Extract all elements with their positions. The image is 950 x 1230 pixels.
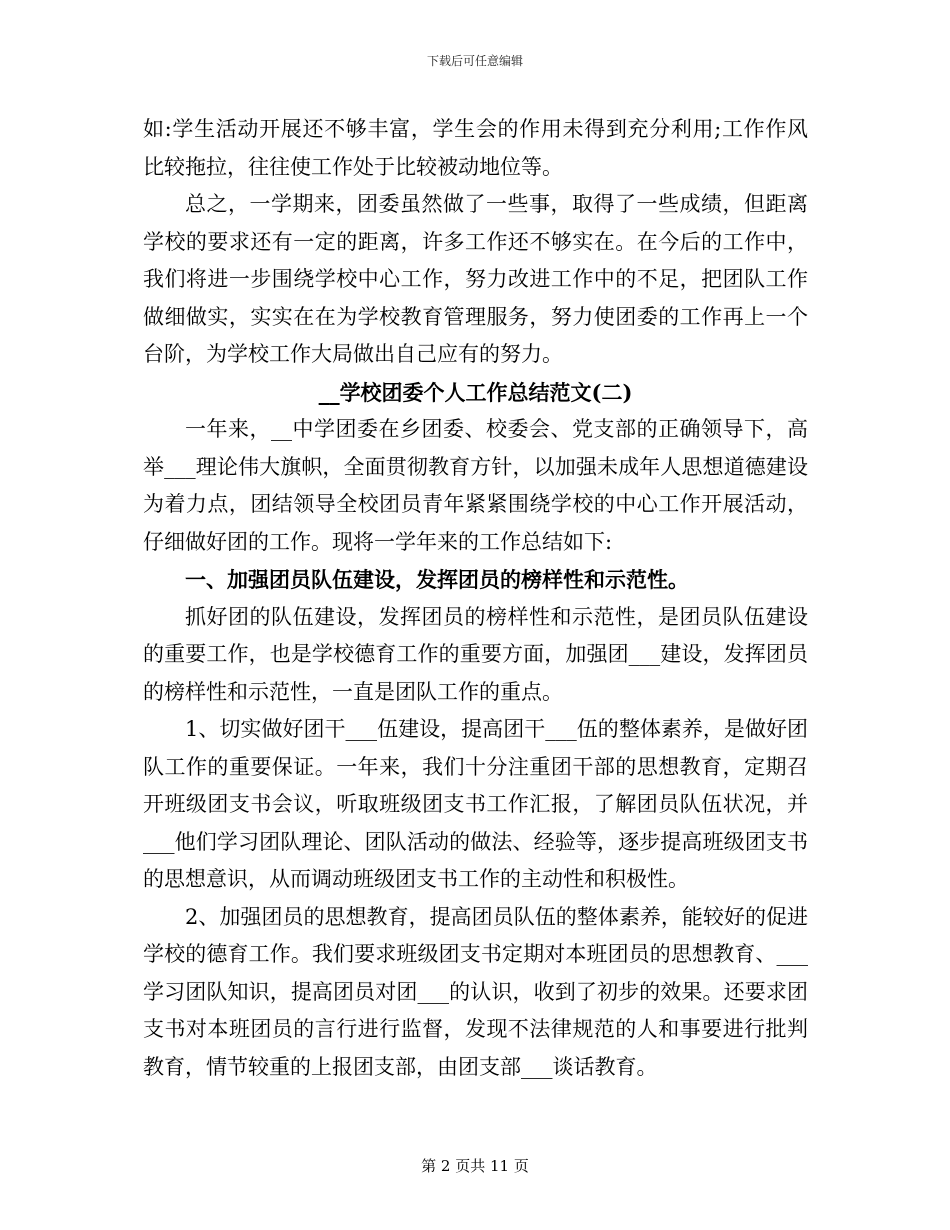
paragraph-summary: 总之，一学期来，团委虽然做了一些事，取得了一些成绩，但距离学校的要求还有一定的距离，许多工作还不够实在。在今后的工作中，我们将进一步围绕学校中心工作，努力改进工作中的不足，把团队工作做细做实，实实在在为学校教育管理服务，努力使团委的工作再上一个台阶，为学校工作大局做出自己应有的努力。 (143, 192, 808, 366)
page-number: 第 2 页共 11 页 (421, 1157, 529, 1175)
paragraph-intro: 一年来，__中学团委在乡团委、校委会、党支部的正确领导下，高举___理论伟大旗帜，全面贯彻教育方针，以加强未成年人思想道德建设为着力点，团结领导全校团员青年紧紧围绕学校的中心工作开展活动，仔细做好团的工作。现将一学年来的工作总结如下: (143, 417, 808, 554)
heading-one: 一、加强团员队伍建设，发挥团员的榜样性和示范性。 (185, 567, 689, 592)
paragraph-item-1: 1、切实做好团干___伍建设，提高团干___伍的整体素养，是做好团队工作的重要保证。一年来，我们十分注重团干部的思想教育，定期召开班级团支书会议，听取班级团支书工作汇报，了解团员队伍状况，并___他们学习团队理论、团队活动的做法、经验等，逐步提高班级团支书的思想意识，从而调动班级团支书工作的主动性和积极性。 (143, 717, 808, 891)
section-title: __学校团委个人工作总结范文(二) (318, 379, 633, 405)
paragraph-team-building: 抓好团的队伍建设，发挥团员的榜样性和示范性，是团员队伍建设的重要工作，也是学校德育工作的重要方面，加强团___建设，发挥团员的榜样性和示范性，一直是团队工作的重点。 (143, 604, 808, 704)
page-header: 下载后可任意编辑 (426, 54, 523, 68)
paragraph-item-2: 2、加强团员的思想教育，提高团员队伍的整体素养，能较好的促进学校的德育工作。我们要求班级团支书定期对本班团员的思想教育、___学习团队知识，提高团员对团___的认识，收到了初步的效果。还要求团支书对本班团员的言行进行监督，发现不法律规范的人和事要进行批判教育，情节较重的上报团支部，由团支部___谈话教育。 (143, 904, 808, 1079)
document-body (143, 111, 808, 1086)
paragraph-continued: 如:学生活动开展还不够丰富，学生会的作用未得到充分利用;工作作风比较拖拉，往往使工作处于比较被动地位等。 (143, 117, 808, 179)
